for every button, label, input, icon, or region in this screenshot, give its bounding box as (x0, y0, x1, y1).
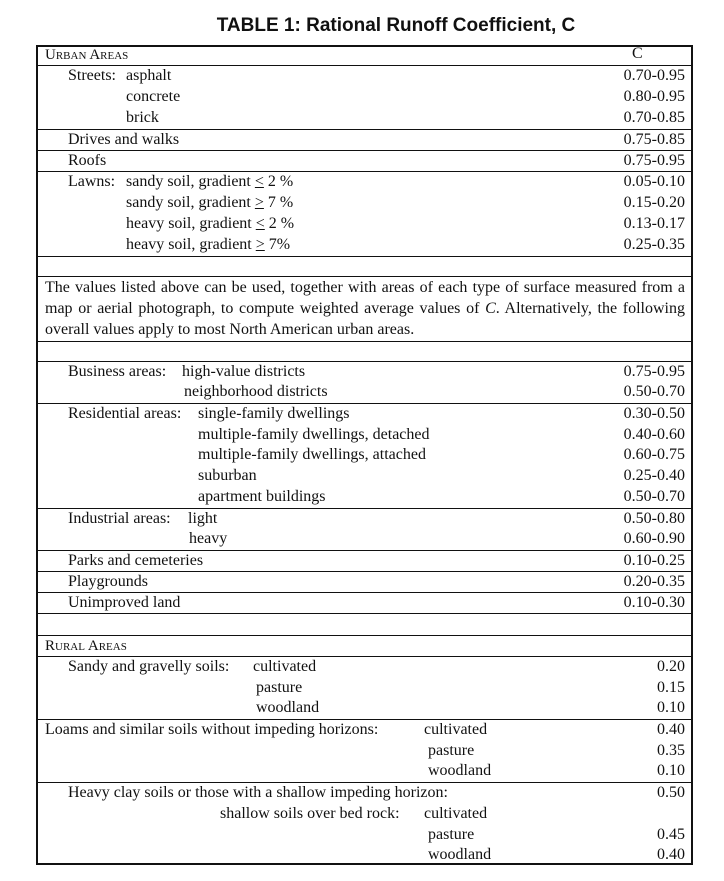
residential-label: Residential areas: (68, 405, 182, 422)
row-divider (36, 341, 693, 342)
item-name: concrete (126, 88, 181, 105)
c-value: 0.50 (657, 784, 685, 801)
explanatory-note: The values listed above can be used, together with areas of each type of surface measured from a map or aerial photograph, to compute weighted average values of C. Alternatively, the following overall values apply to most North American urban areas. (45, 279, 685, 338)
c-column-heading: C (632, 45, 643, 62)
item-name: light (188, 510, 218, 527)
item-name: suburban (198, 467, 257, 484)
business-label: Business areas: (68, 363, 167, 380)
lawns-label: Lawns: (68, 173, 116, 190)
row-divider (36, 256, 693, 257)
c-value: 0.45 (657, 826, 685, 843)
c-value: 0.60-0.90 (623, 530, 685, 547)
item-name: high-value districts (182, 363, 306, 380)
c-value: 0.70-0.85 (623, 109, 685, 126)
playgrounds-label: Playgrounds (68, 573, 148, 590)
item-name: pasture (256, 679, 303, 696)
item-name: brick (126, 109, 159, 126)
c-value: 0.10-0.25 (623, 552, 685, 569)
c-value: 0.75-0.95 (623, 363, 685, 380)
c-value: 0.35 (657, 742, 685, 759)
urban-areas-heading: Urban Areas (45, 47, 129, 63)
item-name: woodland (428, 762, 492, 779)
item-name: pasture (428, 826, 475, 843)
item-name: multiple-family dwellings, attached (198, 446, 426, 463)
c-value: 0.15-0.20 (623, 194, 685, 211)
c-value: 0.25-0.35 (623, 236, 685, 253)
streets-label: Streets: (68, 67, 116, 84)
item-name: sandy soil, gradient > 7 % (126, 194, 294, 211)
c-value: 0.80-0.95 (623, 88, 685, 105)
item-name: woodland (428, 846, 492, 863)
item-name: cultivated (424, 721, 488, 738)
item-name: sandy soil, gradient < 2 % (126, 173, 294, 190)
unimproved-land-label: Unimproved land (68, 594, 181, 611)
sandy-soils-label: Sandy and gravelly soils: (68, 658, 230, 675)
c-value: 0.10-0.30 (623, 594, 685, 611)
c-value: 0.50-0.70 (623, 488, 685, 505)
parks-label: Parks and cemeteries (68, 552, 204, 569)
item-name: neighborhood districts (184, 383, 328, 400)
item-name: single-family dwellings (198, 405, 350, 422)
item-name: pasture (428, 742, 475, 759)
shallow-soils-label: shallow soils over bed rock: (220, 805, 400, 822)
c-value: 0.40 (657, 721, 685, 738)
item-name: cultivated (424, 805, 488, 822)
c-value: 0.40 (657, 846, 685, 863)
item-name: woodland (256, 699, 320, 716)
c-value: 0.20-0.35 (623, 573, 685, 590)
c-value: 0.05-0.10 (623, 173, 685, 190)
drives-label: Drives and walks (68, 131, 180, 148)
c-value: 0.50-0.80 (623, 510, 685, 527)
c-value: 0.60-0.75 (623, 446, 685, 463)
row-divider (36, 635, 693, 636)
c-value: 0.13-0.17 (623, 215, 685, 232)
item-name: multiple-family dwellings, detached (198, 426, 430, 443)
c-value: 0.75-0.95 (623, 152, 685, 169)
heavy-clay-label: Heavy clay soils or those with a shallow impeding horizon: (68, 784, 448, 801)
c-value: 0.75-0.85 (623, 131, 685, 148)
item-name: asphalt (126, 67, 172, 84)
industrial-label: Industrial areas: (68, 510, 171, 527)
c-value: 0.40-0.60 (623, 426, 685, 443)
item-name: cultivated (253, 658, 317, 675)
c-value: 0.50-0.70 (623, 383, 685, 400)
page-title: TABLE 1: Rational Runoff Coefficient, C (216, 15, 576, 36)
loams-label: Loams and similar soils without impeding horizons: (45, 721, 379, 738)
c-value: 0.70-0.95 (623, 67, 685, 84)
c-value: 0.10 (657, 699, 685, 716)
c-value: 0.15 (657, 679, 685, 696)
c-value: 0.25-0.40 (623, 467, 685, 484)
c-value: 0.20 (657, 658, 685, 675)
c-value: 0.10 (657, 762, 685, 779)
item-name: apartment buildings (198, 488, 326, 505)
item-name: heavy (189, 530, 228, 547)
roofs-label: Roofs (68, 152, 107, 169)
item-name: heavy soil, gradient < 2 % (126, 215, 295, 232)
item-name: heavy soil, gradient > 7% (126, 236, 291, 253)
c-value: 0.30-0.50 (623, 405, 685, 422)
rural-areas-heading: Rural Areas (45, 638, 127, 654)
